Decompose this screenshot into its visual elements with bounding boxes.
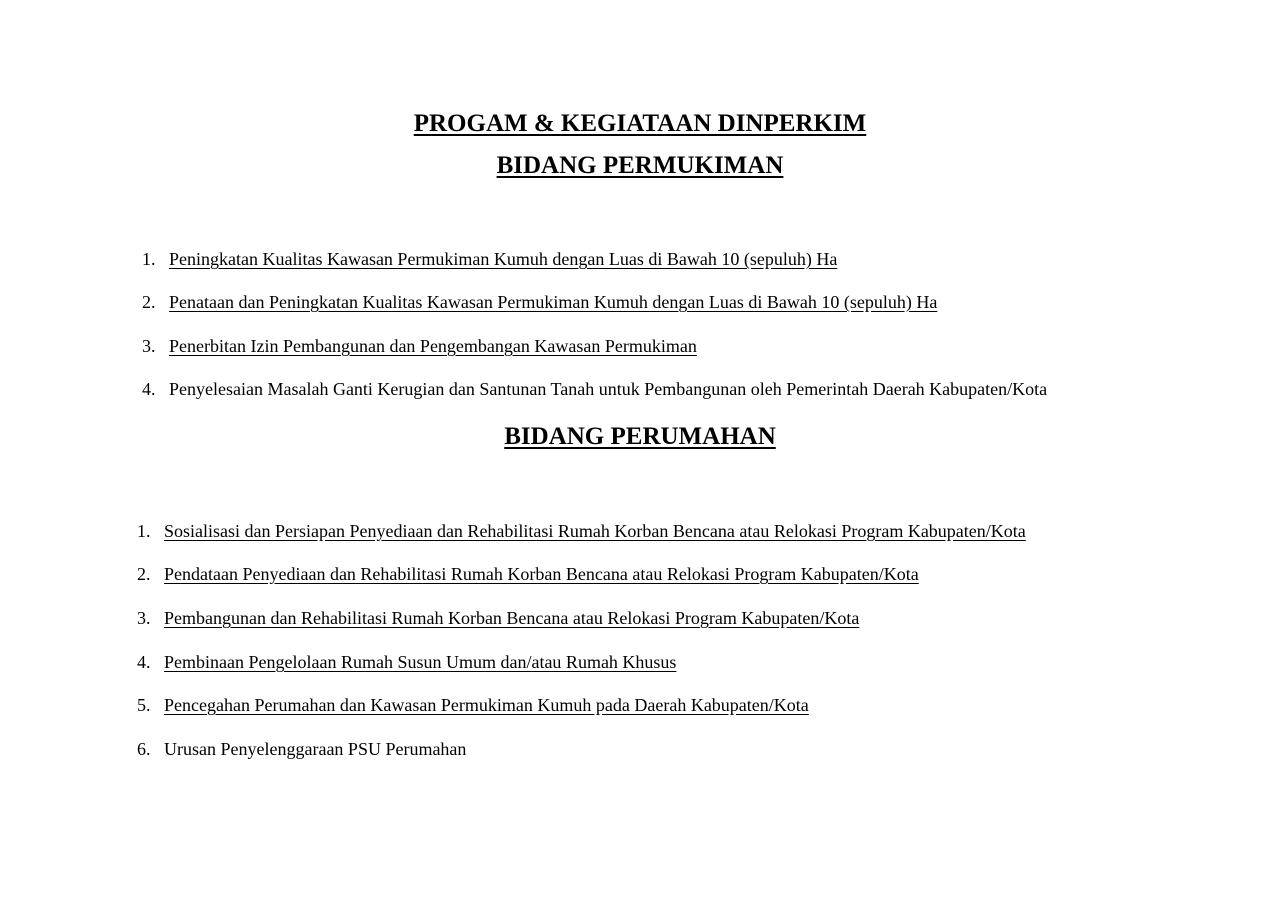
- list-item-number: 6.: [137, 739, 151, 759]
- list-item-number: 1.: [137, 521, 151, 541]
- list-item-number: 4.: [137, 652, 151, 672]
- list-item-text: Penerbitan Izin Pembangunan dan Pengembangan Kawasan Permukiman: [169, 336, 697, 356]
- list-item-number: 1.: [142, 249, 156, 269]
- document-title-text: PROGAM & KEGIATAAN DINPERKIM: [413, 110, 867, 137]
- section-heading-perumahan-text: BIDANG PERUMAHAN: [504, 423, 776, 450]
- list-item-text: Pembangunan dan Rehabilitasi Rumah Korban Bencana atau Relokasi Program Kabupaten/Kota: [164, 608, 860, 628]
- list-item-number: 5.: [137, 695, 151, 715]
- list-item-text: Peningkatan Kualitas Kawasan Permukiman Kumuh dengan Luas di Bawah 10 (sepuluh) Ha: [169, 249, 838, 269]
- list-item-text: Penyelesaian Masalah Ganti Kerugian dan Santunan Tanah untuk Pembangunan oleh Pemerintah Daerah Kabupaten/Kota: [169, 379, 1048, 399]
- section-heading-perumahan: [0, 422, 1280, 452]
- list-item-number: 4.: [142, 379, 156, 399]
- list-item-text: Sosialisasi dan Persiapan Penyediaan dan Rehabilitasi Rumah Korban Bencana atau Relokasi Program Kabupaten/Kota: [164, 521, 1026, 541]
- list-item-text: Pendataan Penyediaan dan Rehabilitasi Rumah Korban Bencana atau Relokasi Program Kabupaten/Kota: [164, 564, 919, 584]
- list-item-number: 2.: [142, 292, 156, 312]
- list-item-number: 2.: [137, 564, 151, 584]
- list-item-text: Urusan Penyelenggaraan PSU Perumahan: [164, 739, 467, 759]
- section-heading-permukiman-text: BIDANG PERMUKIMAN: [496, 152, 784, 179]
- list-item-text: Pencegahan Perumahan dan Kawasan Permukiman Kumuh pada Daerah Kabupaten/Kota: [164, 695, 809, 715]
- document-title: [0, 109, 1280, 139]
- list-item-text: Penataan dan Peningkatan Kualitas Kawasan Permukiman Kumuh dengan Luas di Bawah 10 (sepuluh) Ha: [169, 292, 938, 312]
- section-heading-permukiman: [0, 151, 1280, 181]
- list-item-text: Pembinaan Pengelolaan Rumah Susun Umum dan/atau Rumah Khusus: [164, 652, 677, 672]
- list-item-number: 3.: [142, 336, 156, 356]
- list-item-number: 3.: [137, 608, 151, 628]
